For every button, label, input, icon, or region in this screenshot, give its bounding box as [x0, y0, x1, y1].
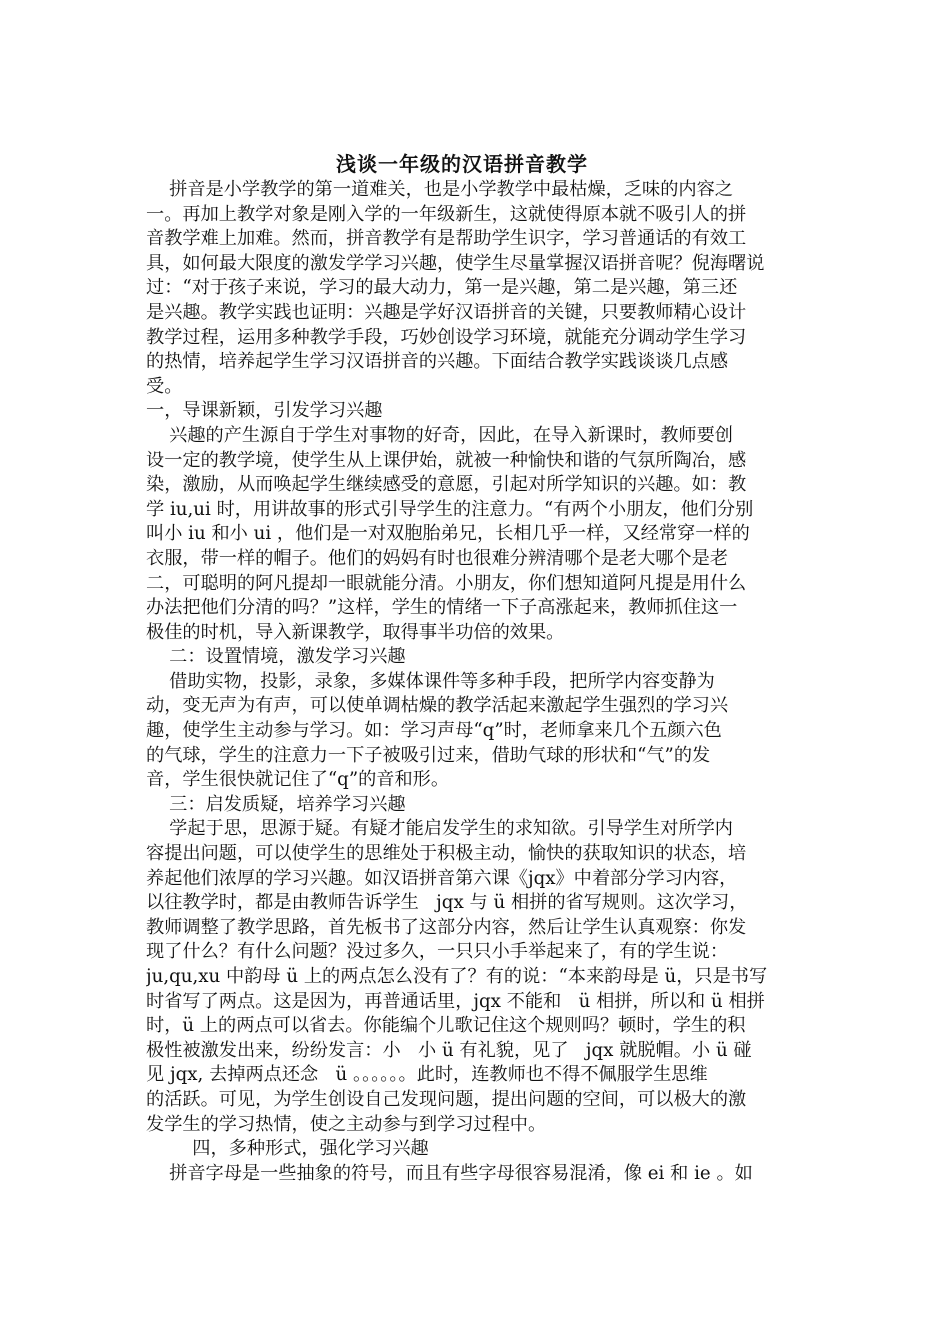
body-text-line: 办法把他们分清的吗？”这样，学生的情绪一下子高涨起来，教师抓住这一 [146, 597, 738, 619]
body-text-line: 音，学生很快就记住了“q”的音和形。 [146, 769, 450, 791]
body-text-line: 叫小 iu 和小 ui ，他们是一对双胞胎弟兄，长相几乎一样，又经常穿一样的 [146, 523, 750, 545]
body-text-line: 教学过程，运用多种教学手段，巧妙创设学习环境，就能充分调动学生学习 [146, 326, 747, 348]
body-text-line: 以往教学时，都是由教师告诉学生 jqx 与 ü 相拼的省写规则。这次学习， [146, 892, 748, 914]
body-text-line: 极性被激发出来，纷纷发言：小 小 ü 有礼貌，见了 jqx 就脱帽。小 ü 碰 [146, 1039, 752, 1061]
body-text-line: 发学生的学习热情，使之主动参与到学习过程中。 [146, 1113, 547, 1135]
body-text-line: 兴趣的产生源自于学生对事物的好奇，因此，在导入新课时，教师要创 [146, 424, 733, 446]
body-text-line: 染，激励，从而唤起学生继续感受的意愿，引起对所学知识的兴趣。如：教 [146, 474, 747, 496]
body-text-line: 拼音是小学教学的第一道难关，也是小学教学中最枯燥，乏味的内容之 [146, 179, 733, 200]
body-text-line: 借助实物，投影，录象，多媒体课件等多种手段，把所学内容变静为 [146, 670, 715, 692]
document-page [146, 150, 778, 1186]
body-text-line: 教师调整了教学思路，首先板书了这部分内容，然后让学生认真观察：你发 [146, 916, 747, 938]
body-text-line: 动，变无声为有声，可以使单调枯燥的教学活起来激起学生强烈的学习兴 [146, 695, 729, 717]
body-text-line: 学 iu,ui 时，用讲故事的形式引导学生的注意力。“有两个小朋友，他们分别 [146, 498, 754, 520]
body-text-line: 三：启发质疑，培养学习兴趣 [146, 793, 406, 815]
body-text-line: 过：“对于孩子来说，学习的最大动力，第一是兴趣，第二是兴趣，第三还 [146, 277, 738, 299]
body-text-line: ju,qu,xu 中韵母 ü 上的两点怎么没有了？有的说：“本来韵母是 ü，只是书写 [146, 966, 768, 987]
body-text-line: 音教学难上加难。然而，拼音教学有是帮助学生识字，学习普通话的有效工 [146, 228, 747, 250]
body-text-line: 的活跃。可见，为学生创设自己发现问题，提出问题的空间，可以极大的激 [146, 1088, 747, 1110]
body-text-line: 设一定的教学境，使学生从上课伊始，就被一种愉快和谐的气氛所陶冶，感 [146, 449, 747, 471]
body-text-line: 学起于思，思源于疑。有疑才能启发学生的求知欲。引导学生对所学内 [146, 818, 733, 840]
document-title: 浅谈一年级的汉语拼音教学 [336, 152, 588, 176]
body-text-line: 一，导课新颖，引发学习兴趣 [146, 400, 383, 422]
body-text-line: 一。再加上教学对象是刚入学的一年级新生，这就使得原本就不吸引人的拼 [146, 203, 747, 225]
body-text-line: 二：设置情境，激发学习兴趣 [146, 646, 406, 668]
body-text-line: 养起他们浓厚的学习兴趣。如汉语拼音第六课《jqx》中着部分学习内容， [146, 867, 738, 889]
body-text-line: 见 jqx, 去掉两点还念 ü 。。。。。。此时，连教师也不得不佩服学生思维 [146, 1064, 708, 1086]
body-text-line: 二，可聪明的阿凡提却一眼就能分清。小朋友，你们想知道阿凡提是用什么 [146, 572, 747, 594]
body-text-line: 的气球，学生的注意力一下子被吸引过来，借助气球的形状和“气”的发 [146, 744, 711, 766]
body-text-line: 时省写了两点。这是因为，再普通话里，jqx 不能和 ü 相拼，所以和 ü 相拼 [146, 990, 765, 1012]
body-text-line: 极佳的时机，导入新课教学，取得事半功倍的效果。 [146, 621, 565, 643]
body-text-line: 的热情，培养起学生学习汉语拼音的兴趣。下面结合教学实践谈谈几点感 [146, 351, 729, 373]
body-text-line: 具，如何最大限度的激发学学习兴趣，使学生尽量掌握汉语拼音呢？倪海曙说 [146, 252, 765, 274]
document-body [146, 178, 778, 1186]
body-text-line: 时，ü 上的两点可以省去。你能编个儿歌记住这个规则吗？顿时，学生的积 [146, 1015, 746, 1037]
body-text-line: 拼音字母是一些抽象的符号，而且有些字母很容易混淆，像 ei 和 ie 。如 [146, 1162, 753, 1184]
body-text-line: 容提出问题，可以使学生的思维处于积极主动，愉快的获取知识的状态，培 [146, 843, 747, 865]
body-text-line: 受。 [146, 375, 183, 397]
body-text-line: 是兴趣。教学实践也证明：兴趣是学好汉语拼音的关键，只要教师精心设计 [146, 301, 747, 323]
body-text-line: 现了什么？有什么问题？没过多久，一只只小手举起来了，有的学生说： [146, 941, 729, 963]
body-text-line: 趣，使学生主动参与学习。如：学习声母“q”时，老师拿来几个五颜六色 [146, 720, 722, 742]
body-text-line: 衣服，带一样的帽子。他们的妈妈有时也很难分辨清哪个是老大哪个是老 [146, 547, 729, 569]
body-text-line: 四，多种形式，强化学习兴趣 [146, 1138, 429, 1160]
